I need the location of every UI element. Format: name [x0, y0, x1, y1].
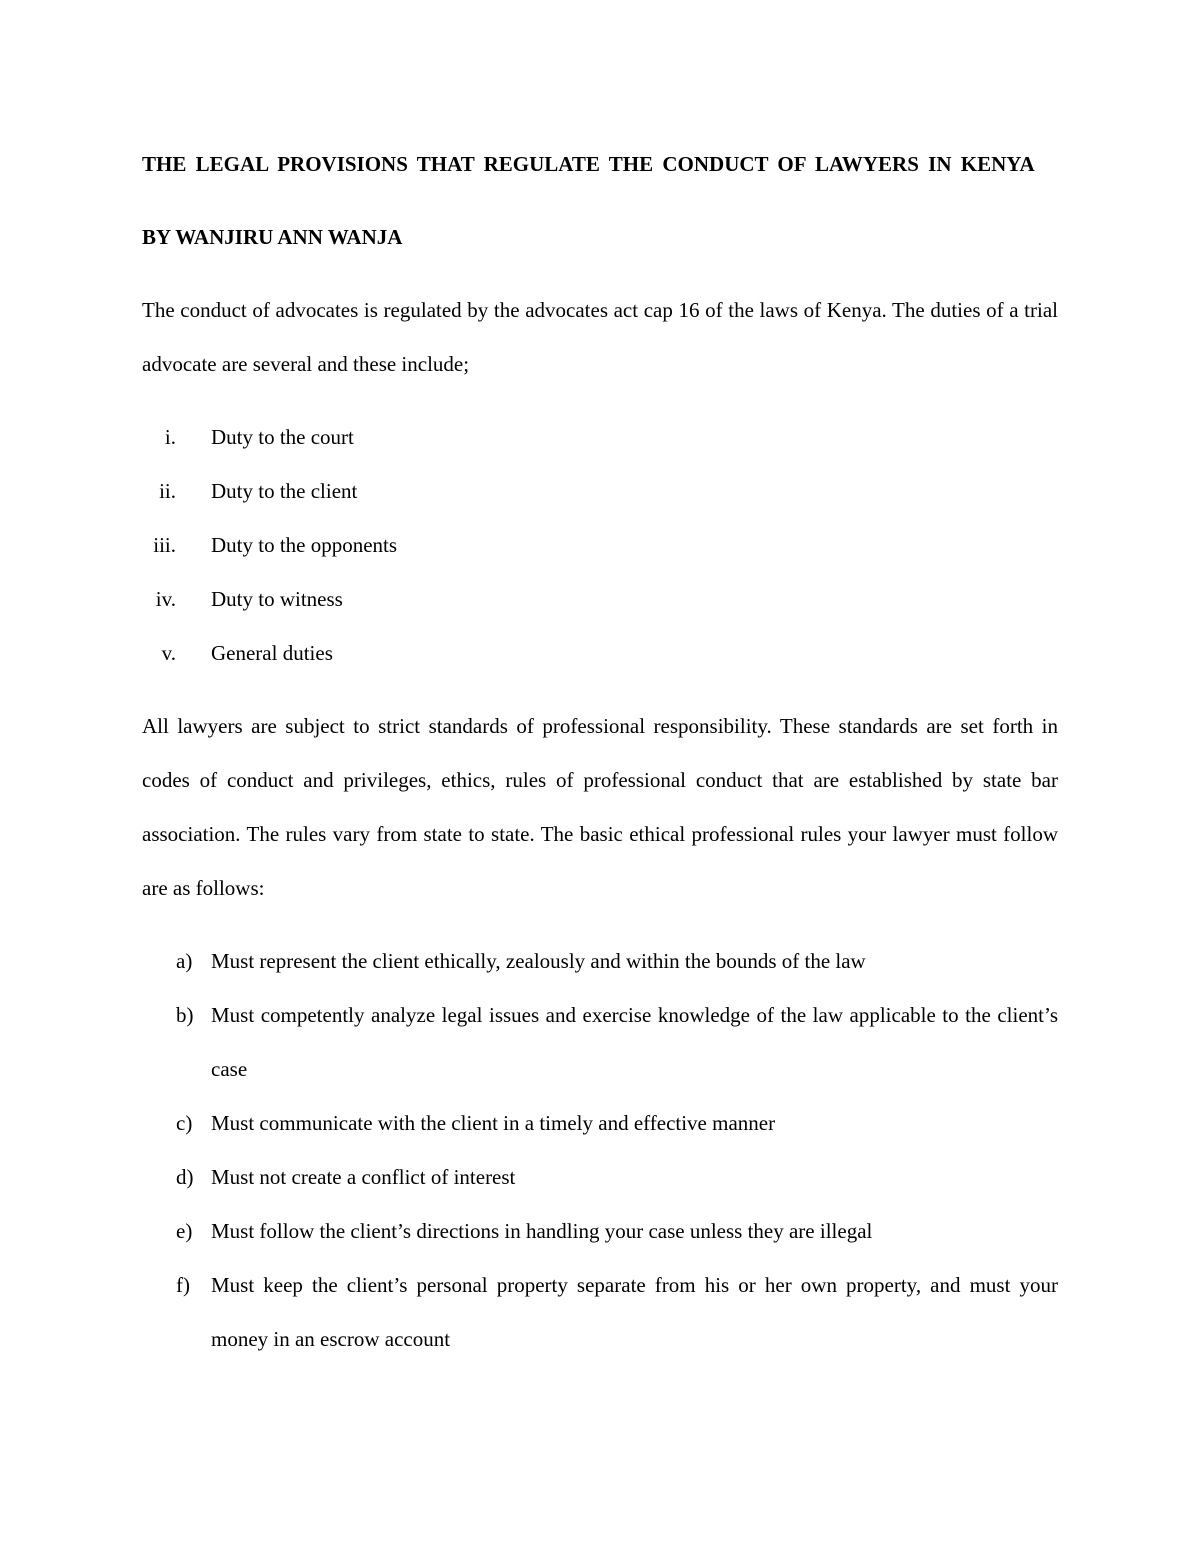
list-item-text: Must competently analyze legal issues and exercise knowledge of the law applicable to the client’s case	[211, 1003, 1058, 1081]
list-item	[142, 1150, 1058, 1204]
list-marker: ii.	[159, 479, 176, 503]
list-item	[142, 572, 1058, 626]
list-item-text: General duties	[211, 641, 333, 665]
list-item-text: Duty to witness	[211, 587, 343, 611]
list-item	[142, 1258, 1058, 1366]
list-marker: e)	[176, 1219, 193, 1243]
list-item-text: Must follow the client’s directions in handling your case unless they are illegal	[211, 1219, 873, 1243]
list-marker: d)	[176, 1165, 194, 1189]
rules-list	[142, 934, 1058, 1366]
list-item-text: Must communicate with the client in a timely and effective manner	[211, 1111, 776, 1135]
list-item	[142, 934, 1058, 988]
list-marker: i.	[164, 425, 176, 449]
list-marker: c)	[176, 1111, 193, 1135]
list-item	[142, 464, 1058, 518]
list-item	[142, 518, 1058, 572]
list-item	[142, 410, 1058, 464]
intro-paragraph: The conduct of advocates is regulated by the advocates act cap 16 of the laws of Kenya. The duties of a trial advocate are several and these include;	[142, 298, 1058, 376]
list-item	[142, 1096, 1058, 1150]
standards-paragraph: All lawyers are subject to strict standards of professional responsibility. These standards are set forth in codes of conduct and privileges, ethics, rules of professional conduct that are established by state bar association. The rules vary from state to state. The basic ethical professional rules your lawyer must follow are as follows:	[142, 714, 1058, 900]
document-author: BY WANJIRU ANN WANJA	[142, 225, 403, 249]
list-item	[142, 988, 1058, 1096]
list-item-text: Duty to the client	[211, 479, 358, 503]
list-item	[142, 626, 1058, 680]
list-marker: b)	[176, 1003, 194, 1027]
list-marker: iii.	[153, 533, 176, 557]
list-item-text: Must not create a conflict of interest	[211, 1165, 516, 1189]
list-marker: v.	[161, 641, 176, 665]
list-marker: a)	[176, 949, 193, 973]
list-item-text: Must keep the client’s personal property separate from his or her own property, and must your money in an escrow account	[211, 1273, 1058, 1351]
list-marker: iv.	[155, 587, 176, 611]
document-body	[142, 137, 1058, 1366]
list-marker: f)	[176, 1273, 190, 1297]
list-item	[142, 1204, 1058, 1258]
duties-list	[142, 410, 1058, 680]
list-item-text: Duty to the court	[211, 425, 354, 449]
list-item-text: Duty to the opponents	[211, 533, 398, 557]
list-item-text: Must represent the client ethically, zealously and within the bounds of the law	[211, 949, 866, 973]
document-title: THE LEGAL PROVISIONS THAT REGULATE THE CONDUCT OF LAWYERS IN KENYA	[142, 152, 1035, 176]
